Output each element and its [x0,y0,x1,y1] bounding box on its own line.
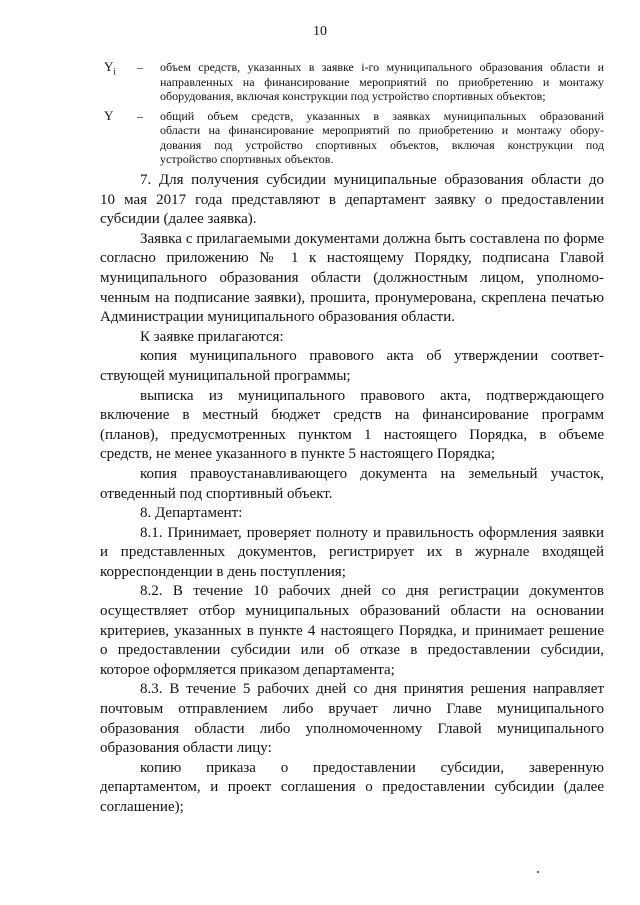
text-line: отведенный под спортивный объект. [100,485,333,502]
text-line: 7. Для получения субсидии муниципальные образования области до [140,172,604,188]
text-line: объем средств, указанных в заявке i-го муниципального образования области и [160,60,604,74]
definition-text [160,109,604,167]
paragraph-attachments-intro [100,328,604,348]
definition-text [160,60,604,104]
variable-symbol: $Y_i$ [104,59,116,77]
document-body [100,171,604,818]
text-line: копию приказа о предоставлении субсидии, заверенную [140,759,604,776]
paragraph-application-form [100,230,604,328]
scan-speck [537,871,539,873]
paragraph-8-2 [100,582,604,680]
text-line: и представленных документов, регистрирует их в журнале входящей [100,544,604,561]
text-line: включение в местный бюджет средств на финансирование программ [100,407,604,424]
paragraph-attachment-land-title [100,465,604,504]
text-line: критериев, указанных в пункте 4 настоящего Порядка, и принимает решение [100,622,604,639]
text-line: осуществляет отбор муниципальных образований области на основании [100,603,604,620]
text-line: департаментом, и проект соглашения о предоставлении субсидии (далее [100,779,604,796]
definition-dash: – [137,60,143,74]
paragraph-attachment-budget-extract [100,387,604,465]
variable-symbol: Y [104,107,114,123]
paragraph-8-1 [100,524,604,583]
text-line: 8.1. Принимает, проверяет полноту и правильность оформления заявки [140,524,604,541]
text-line: выписка из муниципального правового акта, подтверждающего [140,387,604,404]
definition-dash: – [137,108,143,123]
text-line: 10 мая 2017 года представляют в департамент заявку о предоставлении [100,191,604,208]
definition-y [104,109,604,167]
text-line: муниципального образования области (должностным лицом, уполномо- [100,269,604,286]
text-line: 8.2. В течение 10 рабочих дней со дня регистрации документов [140,583,604,600]
text-line: направленных на финансирование мероприятий по приобретению и монтажу [160,74,604,89]
paragraph-order-copy [100,759,604,818]
text-line: образования области либо уполномоченному Главой муниципального [100,720,604,737]
text-line: общий объем средств, указанных в заявках муниципальных образований [160,108,604,123]
variable-definitions [104,60,604,172]
text-line: соглашение); [100,799,184,815]
text-line: почтовым отправлением либо вручает лично Главе муниципального [100,701,604,718]
text-line: (планов), предусмотренных пунктом 1 настоящего Порядка, в объеме [100,426,604,443]
text-line: образования области лицу: [100,740,272,757]
paragraph-8-3 [100,680,604,758]
text-line: устройство спортивных объектов. [160,152,334,166]
text-line: корреспонденции в день поступления; [100,563,346,580]
text-line: субсидии (далее заявка). [100,211,257,228]
text-line: средств, не менее указанного в пункте 5 настоящего Порядка; [100,446,496,463]
text-line: которое оформляется приказом департамента; [100,661,395,678]
text-line: ченным на подписание заявки), прошита, пронумерована, скреплена печатью [100,289,604,306]
text-line: оборудования, включая конструкции под устройство спортивных объектов; [160,89,546,103]
text-line: ствующей муниципальной программы; [100,367,351,384]
text-line: копия муниципального правового акта об утверждении соответ- [140,348,604,365]
paragraph-7 [100,171,604,230]
text-line: согласно приложению № 1 к настоящему Порядку, подписана Главой [100,250,604,267]
text-line: К заявке прилагаются: [140,328,284,345]
text-line: области на финансирование мероприятий по приобретению и монтажу обору- [160,123,604,137]
text-line: Заявка с прилагаемыми документами должна быть составлена по форме [140,230,604,247]
paragraph-attachment-program-act [100,347,604,386]
text-line: о предоставлении субсидии или об отказе в предоставлении субсидии, [100,642,604,659]
page-number: 10 [313,24,327,39]
text-line: 8.3. В течение 5 рабочих дней со дня принятия решения направляет [140,681,604,698]
text-line: 8. Департамент: [140,505,243,522]
text-line: Администрации муниципального образования области. [100,309,455,326]
definition-yi [104,60,604,104]
text-line: копия правоустанавливающего документа на земельный участок, [140,465,604,482]
paragraph-8 [100,504,604,524]
text-line: дования под устройство спортивных объектов, включая конструкции под [160,137,604,152]
